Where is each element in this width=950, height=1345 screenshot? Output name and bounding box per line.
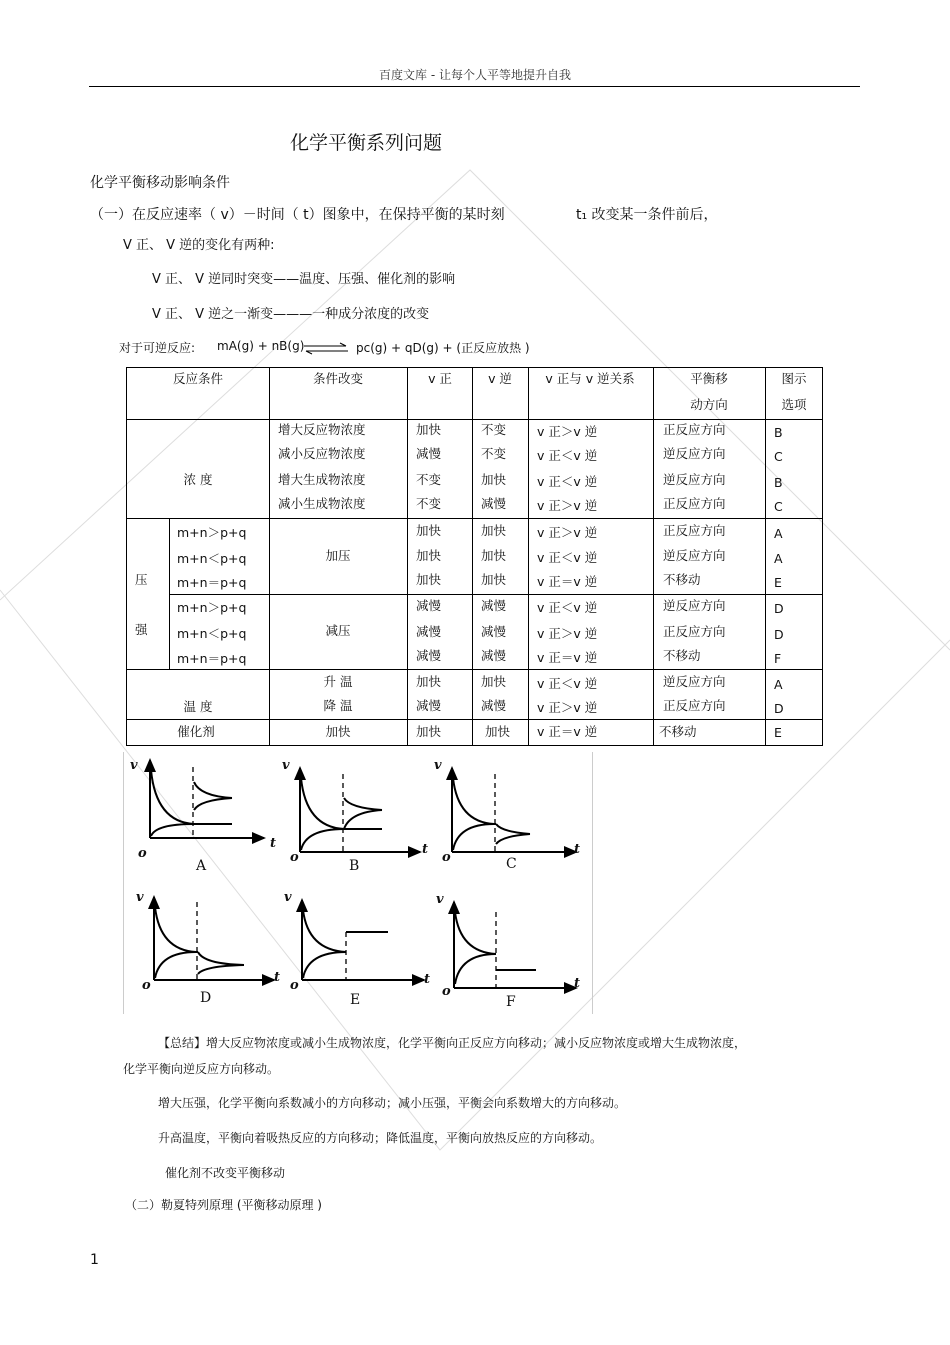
- axis-v-label: v: [136, 890, 144, 905]
- cell-change: 降 温: [323, 698, 353, 713]
- origin-label: o: [290, 978, 299, 993]
- th-condition: 反应条件: [172, 371, 224, 386]
- page-title: 化学平衡系列问题: [290, 132, 443, 154]
- cell-vf: 不变: [416, 496, 442, 511]
- intro-line-1a: （一）在反应速率（ v）－时间（ t）图象中，在保持平衡的某时刻: [90, 207, 505, 223]
- conditions-table: [126, 367, 823, 746]
- axis-t-label: t: [270, 836, 277, 851]
- graph-a: [150, 760, 264, 838]
- cell-vf: 加快: [416, 572, 442, 587]
- graph-c: [452, 768, 576, 852]
- cell-vf: 减慢: [416, 598, 442, 613]
- graph-label-b: B: [349, 858, 360, 874]
- section-subtitle: 化学平衡移动影响条件: [90, 175, 230, 191]
- change-decrease-pressure: 减压: [325, 623, 351, 638]
- summary-line-1a: 【总结】增大反应物浓度或减小生成物浓度，化学平衡向正反应方向移动；减小反应物浓度或增大生成物浓度，: [158, 1036, 747, 1050]
- cell-figure: C: [774, 499, 783, 514]
- cell-vf: 减慢: [416, 446, 442, 461]
- summary-line-4: 催化剂不改变平衡移动: [165, 1166, 286, 1180]
- page-header: 百度文库 - 让每个人平等地提升自我: [379, 68, 571, 82]
- cell-relation: v 正＞v 逆: [537, 498, 598, 513]
- th-v-reverse: v 逆: [488, 371, 512, 386]
- cell-relation: v 正＜v 逆: [537, 676, 598, 691]
- intro-line-4: V 正、 V 逆之一渐变———一种成分浓度的改变: [152, 307, 430, 322]
- cell-vr: 不变: [481, 446, 507, 461]
- axis-t-label: t: [574, 976, 581, 991]
- cell-coeff: m+n＞p+q: [177, 600, 247, 615]
- cell-vr: 加快: [481, 572, 507, 587]
- th-change: 条件改变: [312, 371, 364, 386]
- cell-vr: 加快: [481, 548, 507, 563]
- page-number: 1: [90, 1252, 99, 1268]
- axis-t-label: t: [422, 842, 429, 857]
- change-increase-pressure: 加压: [325, 548, 351, 563]
- cell-change: 减小反应物浓度: [278, 446, 366, 461]
- th-shift-2: 动方向: [690, 397, 728, 412]
- graph-f: [454, 902, 576, 988]
- reaction-lhs: mA(g) + nB(g): [217, 339, 305, 353]
- cell-direction: 不移动: [663, 648, 701, 663]
- cell-figure: D: [774, 601, 784, 616]
- cell-vf: 加快: [416, 422, 442, 437]
- cell-relation: v 正＝v 逆: [537, 574, 598, 589]
- group-pressure-b: 强: [135, 622, 148, 637]
- cell-relation: v 正＝v 逆: [537, 650, 598, 665]
- cell-vf: 加快: [416, 523, 442, 538]
- origin-label: o: [290, 850, 299, 865]
- cell-relation: v 正＞v 逆: [537, 626, 598, 641]
- cell-change: 增大反应物浓度: [278, 422, 366, 437]
- cell-direction: 正反应方向: [663, 624, 726, 639]
- rate-time-graphs: [123, 752, 593, 1014]
- cell-coeff: m+n＝p+q: [177, 575, 247, 590]
- summary-line-1b: 化学平衡向逆反应方向移动。: [123, 1062, 280, 1076]
- axis-v-label: v: [130, 758, 138, 773]
- group-temperature: 温 度: [183, 699, 213, 714]
- graph-d: [154, 897, 274, 980]
- origin-label: o: [142, 978, 151, 993]
- header-rule: [89, 86, 860, 87]
- cell-coeff: m+n＝p+q: [177, 651, 247, 666]
- cell-direction: 不移动: [659, 724, 697, 739]
- reaction-rhs: pc(g) + qD(g) + (正反应放热 ): [356, 341, 530, 355]
- cell-change: 增大生成物浓度: [278, 472, 366, 487]
- cell-vr: 减慢: [481, 624, 507, 639]
- cell-change: 加快: [325, 724, 351, 739]
- cell-vf: 加快: [416, 548, 442, 563]
- cell-relation: v 正＞v 逆: [537, 700, 598, 715]
- cell-relation: v 正＜v 逆: [537, 474, 598, 489]
- th-v-forward: v 正: [428, 371, 452, 386]
- cell-change: 减小生成物浓度: [278, 496, 366, 511]
- cell-relation: v 正＝v 逆: [537, 724, 598, 739]
- cell-direction: 逆反应方向: [663, 472, 726, 487]
- cell-vf: 加快: [416, 724, 442, 739]
- cell-coeff: m+n＜p+q: [177, 551, 247, 566]
- cell-vf: 减慢: [416, 624, 442, 639]
- cell-vf: 不变: [416, 472, 442, 487]
- axis-v-label: v: [282, 758, 290, 773]
- cell-relation: v 正＜v 逆: [537, 550, 598, 565]
- graph-label-a: A: [196, 858, 207, 874]
- cell-vr: 减慢: [481, 496, 507, 511]
- axis-v-label: v: [436, 892, 444, 907]
- cell-direction: 正反应方向: [663, 496, 726, 511]
- th-shift-1: 平衡移: [690, 371, 728, 386]
- cell-figure: E: [774, 575, 782, 590]
- cell-vr: 减慢: [481, 598, 507, 613]
- cell-vr: 减慢: [481, 698, 507, 713]
- graph-e: [302, 900, 424, 980]
- origin-label: o: [442, 984, 451, 999]
- graphs-svg: [124, 752, 592, 1014]
- graph-label-e: E: [350, 992, 361, 1008]
- graph-label-d: D: [200, 990, 212, 1006]
- summary-line-3: 升高温度，平衡向着吸热反应的方向移动；降低温度，平衡向放热反应的方向移动。: [158, 1131, 603, 1145]
- cell-relation: v 正＞v 逆: [537, 424, 598, 439]
- origin-label: o: [138, 846, 147, 861]
- th-figure-1: 图示: [781, 371, 807, 386]
- cell-relation: v 正＜v 逆: [537, 600, 598, 615]
- graph-b: [300, 768, 420, 852]
- cell-relation: v 正＞v 逆: [537, 525, 598, 540]
- cell-vf: 减慢: [416, 698, 442, 713]
- cell-direction: 逆反应方向: [663, 598, 726, 613]
- cell-figure: A: [774, 526, 783, 541]
- cell-direction: 逆反应方向: [663, 674, 726, 689]
- cell-direction: 正反应方向: [663, 422, 726, 437]
- group-concentration: 浓 度: [183, 472, 213, 487]
- intro-line-2: V 正、 V 逆的变化有两种:: [123, 238, 275, 253]
- cell-coeff: m+n＜p+q: [177, 626, 247, 641]
- cell-figure: E: [774, 725, 782, 740]
- origin-label: o: [442, 850, 451, 865]
- cell-vr: 加快: [481, 674, 507, 689]
- cell-change: 升 温: [323, 674, 353, 689]
- axis-v-label: v: [434, 758, 442, 773]
- cell-direction: 正反应方向: [663, 523, 726, 538]
- cell-figure: B: [774, 475, 783, 490]
- cell-coeff: m+n＞p+q: [177, 525, 247, 540]
- intro-line-3: V 正、 V 逆同时突变——温度、压强、催化剂的影响: [152, 272, 456, 287]
- cell-direction: 逆反应方向: [663, 548, 726, 563]
- cell-figure: D: [774, 701, 784, 716]
- summary-line-2: 增大压强，化学平衡向系数减小的方向移动；减小压强，平衡会向系数增大的方向移动。: [158, 1096, 627, 1110]
- cell-vr: 加快: [481, 472, 507, 487]
- graph-label-c: C: [506, 856, 517, 872]
- cell-figure: C: [774, 449, 783, 464]
- cell-vr: 加快: [481, 523, 507, 538]
- cell-figure: A: [774, 551, 783, 566]
- cell-figure: A: [774, 677, 783, 692]
- cell-condition: 催化剂: [177, 724, 215, 739]
- th-figure-2: 选项: [781, 397, 807, 412]
- axis-v-label: v: [284, 890, 292, 905]
- cell-figure: F: [774, 651, 782, 666]
- cell-vf: 减慢: [416, 648, 442, 663]
- cell-vr: 不变: [481, 422, 507, 437]
- graph-label-f: F: [506, 994, 516, 1010]
- section-two-heading: （二）勒夏特列原理 (平衡移动原理 ): [125, 1198, 322, 1212]
- group-pressure-a: 压: [135, 572, 148, 587]
- cell-vr: 减慢: [481, 648, 507, 663]
- th-relation: v 正与 v 逆关系: [545, 371, 635, 386]
- cell-direction: 正反应方向: [663, 698, 726, 713]
- equilibrium-arrow-icon: [302, 342, 350, 356]
- reaction-label: 对于可逆反应:: [119, 341, 196, 355]
- cell-figure: B: [774, 425, 783, 440]
- axis-t-label: t: [424, 972, 431, 987]
- axis-t-label: t: [574, 842, 581, 857]
- intro-line-1b: t₁ 改变某一条件前后，: [576, 207, 718, 223]
- cell-vf: 加快: [416, 674, 442, 689]
- cell-vr: 加快: [485, 724, 511, 739]
- axis-t-label: t: [274, 970, 281, 985]
- cell-direction: 不移动: [663, 572, 701, 587]
- cell-direction: 逆反应方向: [663, 446, 726, 461]
- cell-relation: v 正＜v 逆: [537, 448, 598, 463]
- cell-figure: D: [774, 627, 784, 642]
